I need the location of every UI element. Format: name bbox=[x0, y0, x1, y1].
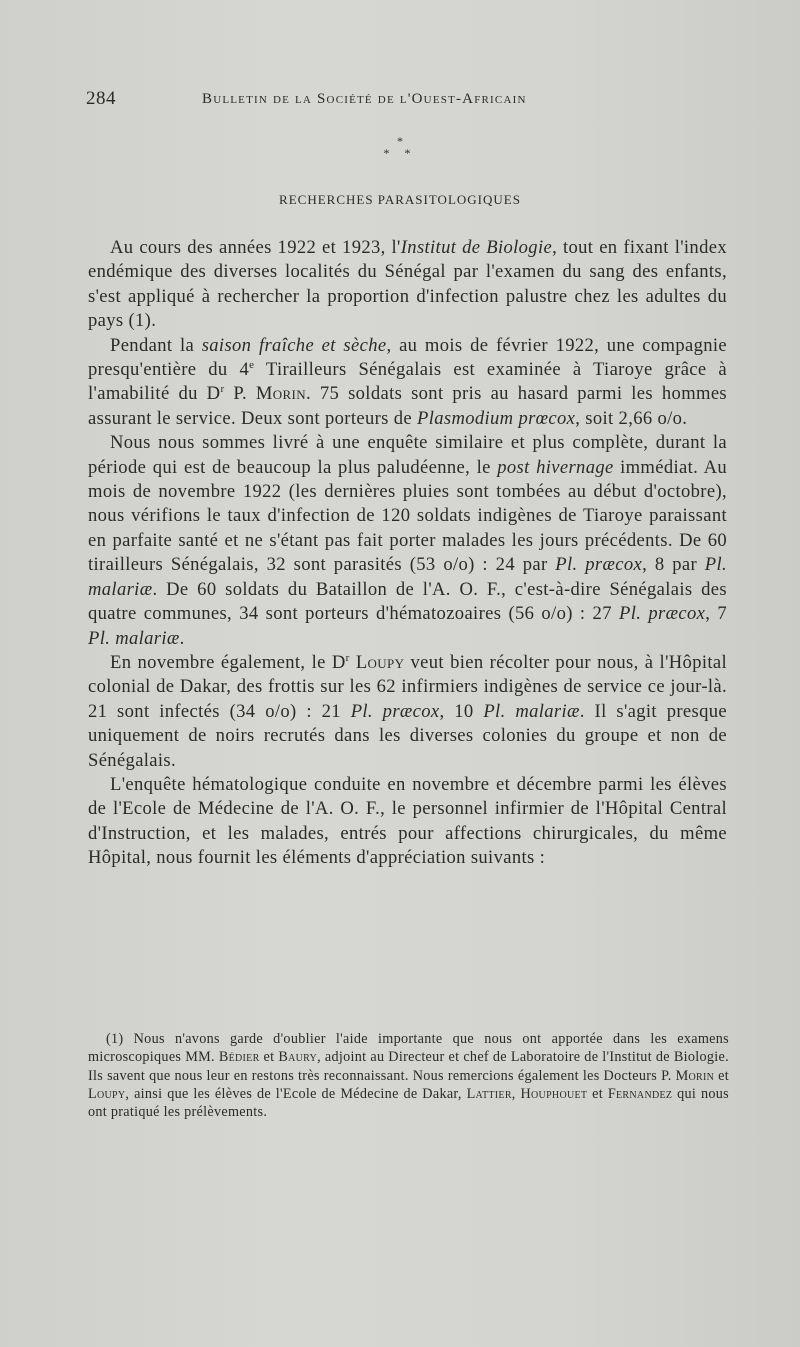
text-run: , tout en fixant l'index endémique des diverses localités du Sénégal par l'examen du sang des enfants, s'est appliqué à rechercher la proportion d'infection palustre chez les adultes du pays (1). bbox=[88, 237, 727, 332]
text-run: . 75 soldats sont pris au hasard parmi les hommes assurant le service. Deux sont porteurs de bbox=[88, 383, 728, 429]
paragraph-5 bbox=[88, 773, 727, 871]
small-caps-name: Bédier bbox=[218, 1049, 260, 1066]
asterism-top: * bbox=[397, 134, 403, 148]
paragraph-3 bbox=[88, 431, 727, 651]
text-run: immédiat. Au mois de novembre 1922 (les dernières pluies sont tombées au début d'octobre), nous vérifions le taux d'infection de 120 soldats indigènes de Tiaroye paraissant en parfaite santé et ne s'étant pas fait porter malades les jours précédents. De 60 tirailleurs Sénégalais, 32 sont parasités (53 o/o) : 24 par bbox=[88, 456, 727, 576]
text-run: qui nous ont pratiqué les prélèvements. bbox=[88, 1085, 729, 1121]
superscript: e bbox=[249, 358, 255, 371]
text-run: , 7 bbox=[705, 603, 727, 625]
text-run: . De 60 soldats du Bataillon de l'A. O. F., c'est-à-dire Sénégalais des quatre communes, 34 sont porteurs d'hématozoaires (56 o/o) : 27 bbox=[88, 578, 727, 625]
text-run: Pendant la bbox=[110, 334, 202, 356]
text-run: et bbox=[587, 1085, 608, 1102]
italic-run: Pl. præcox bbox=[619, 603, 706, 625]
footnotes bbox=[88, 1030, 729, 1121]
paragraph-2 bbox=[88, 334, 727, 432]
text-run: , au mois de février 1922, une compagnie presqu'entière du 4 bbox=[88, 334, 728, 381]
body-text bbox=[88, 236, 727, 871]
text-run: , soit 2,66 o/o. bbox=[575, 407, 688, 429]
small-caps-name: Lattier bbox=[466, 1085, 512, 1102]
text-run: Nous nous sommes livré à une enquête similaire et plus complète, durant la période qui est de beaucoup la plus paludéenne, le bbox=[88, 432, 727, 478]
superscript: r bbox=[220, 383, 225, 396]
italic-run: Institut de Biologie bbox=[400, 237, 553, 258]
italic-run: Pl. malariæ bbox=[88, 627, 180, 649]
text-run: Au cours des années 1922 et 1923, l' bbox=[110, 237, 401, 258]
text-run: et bbox=[259, 1049, 279, 1066]
small-caps-name: Morin bbox=[675, 1067, 715, 1084]
paragraph-4 bbox=[88, 651, 727, 773]
text-run: , 8 par bbox=[642, 554, 705, 576]
small-caps-name: Loupy bbox=[355, 651, 405, 673]
text-run: P. bbox=[224, 383, 256, 405]
italic-run: Pl. malariæ bbox=[88, 554, 727, 600]
page-number: 284 bbox=[86, 88, 116, 109]
footnote-1 bbox=[88, 1030, 729, 1121]
italic-run: saison fraîche et sèche bbox=[201, 334, 387, 356]
italic-run: Pl. præcox bbox=[350, 700, 440, 722]
small-caps-name: Morin bbox=[255, 383, 306, 405]
italic-run: Pl. præcox bbox=[555, 554, 643, 576]
running-title: Bulletin de la Société de l'Ouest-Africain bbox=[202, 91, 527, 107]
text-run: (1) Nous n'avons garde d'oublier l'aide importante que nous ont apportée dans les examens microscopiques MM. bbox=[88, 1031, 729, 1066]
small-caps-name: Fernandez bbox=[607, 1085, 673, 1102]
italic-run: Pl. malariæ bbox=[483, 700, 580, 722]
small-caps-name: Baury bbox=[278, 1049, 318, 1066]
paragraph-1 bbox=[88, 236, 727, 334]
text-run: . Il s'agit presque uniquement de noirs recrutés dans les diverses colonies du groupe et non de Sénégalais. bbox=[88, 700, 727, 771]
small-caps-name: Houphouet bbox=[520, 1085, 588, 1102]
page-header bbox=[86, 88, 720, 116]
superscript: r bbox=[345, 651, 350, 664]
text-run: , adjoint au Directeur et chef de Laboratoire de l'Institut de Biologie. Ils savent que nous leur en restons très reconnaissant. Nous remercions également les Docteurs P. bbox=[88, 1049, 729, 1084]
text-run: et bbox=[714, 1067, 729, 1084]
asterism-bottom: * * bbox=[383, 146, 417, 160]
text-run: En novembre également, le D bbox=[110, 651, 346, 673]
text-run: , 10 bbox=[439, 700, 484, 722]
asterism bbox=[0, 135, 800, 159]
italic-run: post hivernage bbox=[497, 456, 614, 478]
text-run: , ainsi que les élèves de l'Ecole de Médecine de Dakar, bbox=[125, 1085, 467, 1102]
text-run: veut bien récolter pour nous, à l'Hôpital colonial de Dakar, des frottis sur les 62 infirmiers indigènes de service ce jour-là. 21 sont infectés (34 o/o) : 21 bbox=[88, 651, 727, 722]
small-caps-name: Loupy bbox=[88, 1085, 126, 1102]
section-title: RECHERCHES PARASITOLOGIQUES bbox=[279, 192, 521, 207]
text-run: , bbox=[511, 1085, 521, 1102]
text-run: Tirailleurs Sénégalais est examinée à Tiaroye grâce à l'amabilité du D bbox=[88, 359, 727, 405]
italic-run: Plasmodium prœcox bbox=[416, 407, 576, 429]
text-run: L'enquête hématologique conduite en novembre et décembre parmi les élèves de l'Ecole de Médecine de l'A. O. F., le personnel infirmier de l'Hôpital Central d'Instruction, et les malades, entrés pour affections chirurgicales, du même Hôpital, nous fournit les éléments d'appréciation suivants : bbox=[88, 773, 727, 869]
text-run: . bbox=[179, 627, 185, 649]
